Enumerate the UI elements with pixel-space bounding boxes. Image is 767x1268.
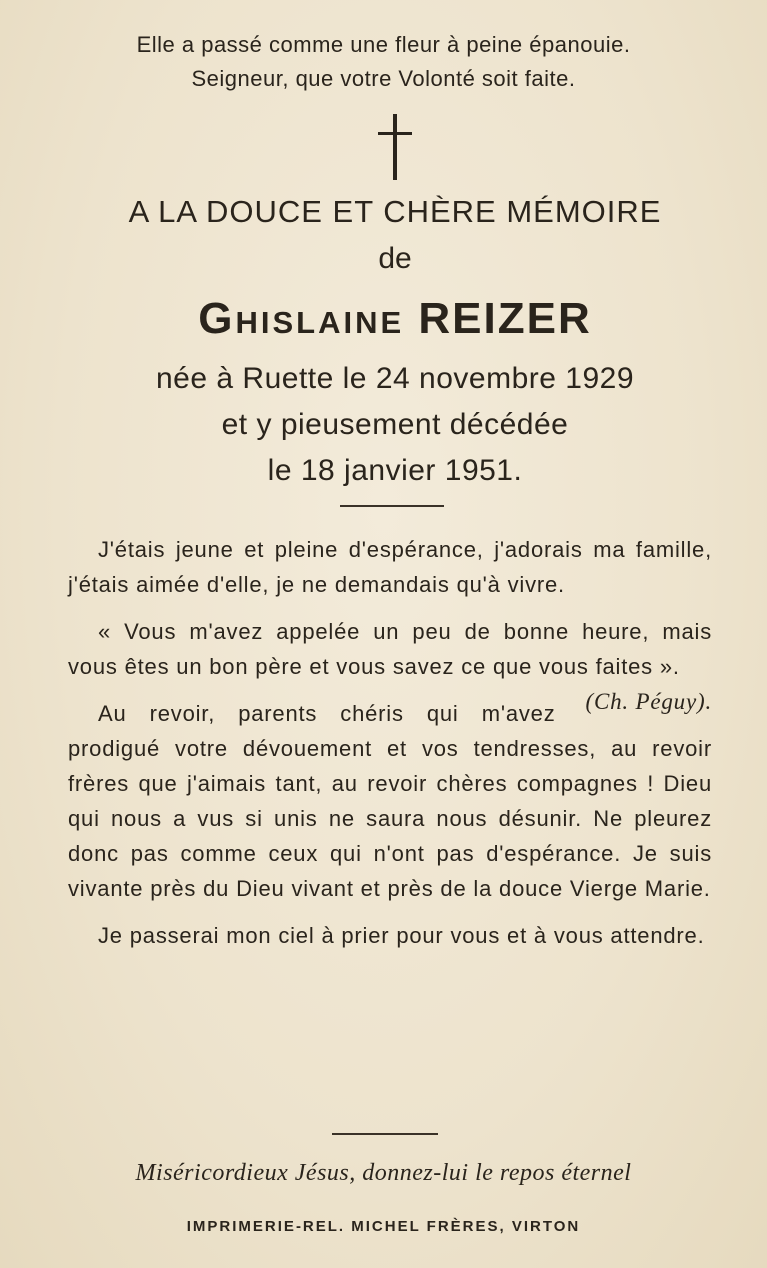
epigraph-line-2: Seigneur, que votre Volonté soit faite. (191, 66, 576, 91)
paragraph-4: Je passerai mon ciel à prier pour vous et à vous attendre. (98, 923, 705, 948)
quote-author: (Ch. Péguy). (585, 689, 712, 714)
last-name: REIZER (418, 294, 592, 343)
birth-line: née à Ruette le 24 novembre 1929 (156, 362, 634, 395)
dates-block (0, 356, 767, 494)
death-line-2: le 18 janvier 1951. (267, 454, 523, 487)
de-text: de (378, 242, 412, 275)
paragraph-3: Au revoir, parents chéris qui m'avez prodigué votre dévouement et vos tendresses, au revoir frères que j'aimais tant, au revoir chères compagnes ! Dieu qui nous a vus si unis ne saura nous désunir. Ne pleurez donc pas comme ceux qui n'ont pas d'espérance. Je suis vivante près du Dieu vivant et près de la douce Vierge Marie. (68, 701, 712, 901)
divider-top (340, 505, 444, 507)
deceased-name (0, 294, 767, 344)
epigraph-line-1: Elle a passé comme une fleur à peine épanouie. (136, 32, 631, 57)
epigraph (0, 28, 767, 96)
quote-text: « Vous m'avez appelée un peu de bonne heure, mais vous êtes un bon père et vous savez ce que vous faites ». (68, 619, 712, 679)
paragraph-1: J'étais jeune et pleine d'espérance, j'adorais ma famille, j'étais aimée d'elle, je ne demandais qu'à vivre. (68, 537, 712, 597)
cross-icon (378, 114, 412, 180)
death-line-1: et y pieusement décédée (221, 408, 569, 441)
divider-bottom (332, 1133, 438, 1135)
printer-credit: IMPRIMERIE-REL. MICHEL FRÈRES, VIRTON (186, 1218, 581, 1235)
prayer-line: Miséricordieux Jésus, donnez-lui le repos éternel (135, 1160, 632, 1186)
first-name: Ghislaine (198, 294, 405, 343)
body-text (68, 532, 712, 965)
quote-paragraph (68, 614, 712, 714)
memoire-heading: A LA DOUCE ET CHÈRE MÉMOIRE (128, 194, 662, 229)
